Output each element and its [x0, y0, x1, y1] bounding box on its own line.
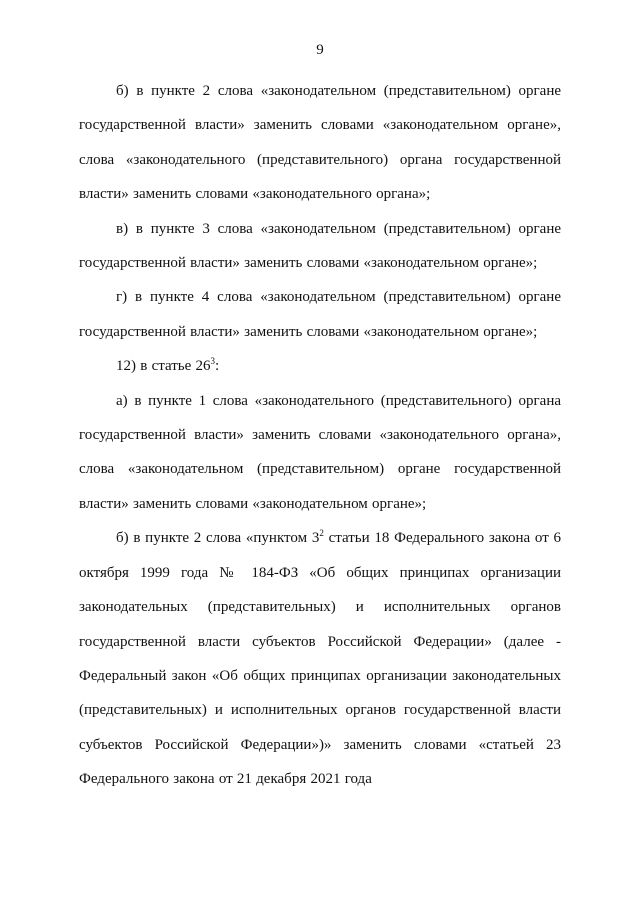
federal-law-text-rest: статьи 18 Федерального закона от 6 октября 1999 года № 184-ФЗ «Об общих принципах организации законодательных (представительных) и исполнительных органов государственной власти субъектов Российской Федерации» (далее - Федеральный закон «Об общих принципах организации законодательных (представительных) и исполнительных органов государственной власти субъектов Российской Федерации»)» заменить словами «статьей 23 Федерального закона от 21 декабря 2021 года	[79, 530, 561, 788]
paragraph-item-b-point-2-federal-law	[79, 521, 561, 796]
article-heading-superscript: 3	[210, 356, 216, 367]
paragraph-item-v-point-3: в) в пункте 3 слова «законодательном (представительном) органе государственной власти» заменить словами «законодательном органе»;	[79, 220, 561, 272]
article-heading-text: 12) в статье 26	[116, 358, 211, 375]
paragraph-item-a-point-1: а) в пункте 1 слова «законодательного (представительного) органа государственной власти» заменить словами «законодательного органа», слова «законодательном (представительном) органе государственной власти» заменить словами «законодательном органе»;	[79, 392, 561, 512]
article-heading-colon: :	[215, 358, 220, 375]
federal-law-superscript: 2	[319, 528, 324, 539]
page-number: 9	[316, 42, 324, 58]
document-body	[79, 74, 561, 797]
paragraph-item-g-point-4: г) в пункте 4 слова «законодательном (представительном) органе государственной власти» заменить словами «законодательном органе»;	[79, 289, 561, 340]
federal-law-text-start: б) в пункте 2 слова «пунктом 3	[116, 530, 320, 547]
paragraph-article-heading	[79, 349, 561, 383]
paragraph-item-b-point-2: б) в пункте 2 слова «законодательном (представительном) органе государственной власти» заменить словами «законодательном органе», слова «законодательного (представительного) органа государственной власти» заменить словами «законодательного органа»;	[79, 83, 561, 203]
